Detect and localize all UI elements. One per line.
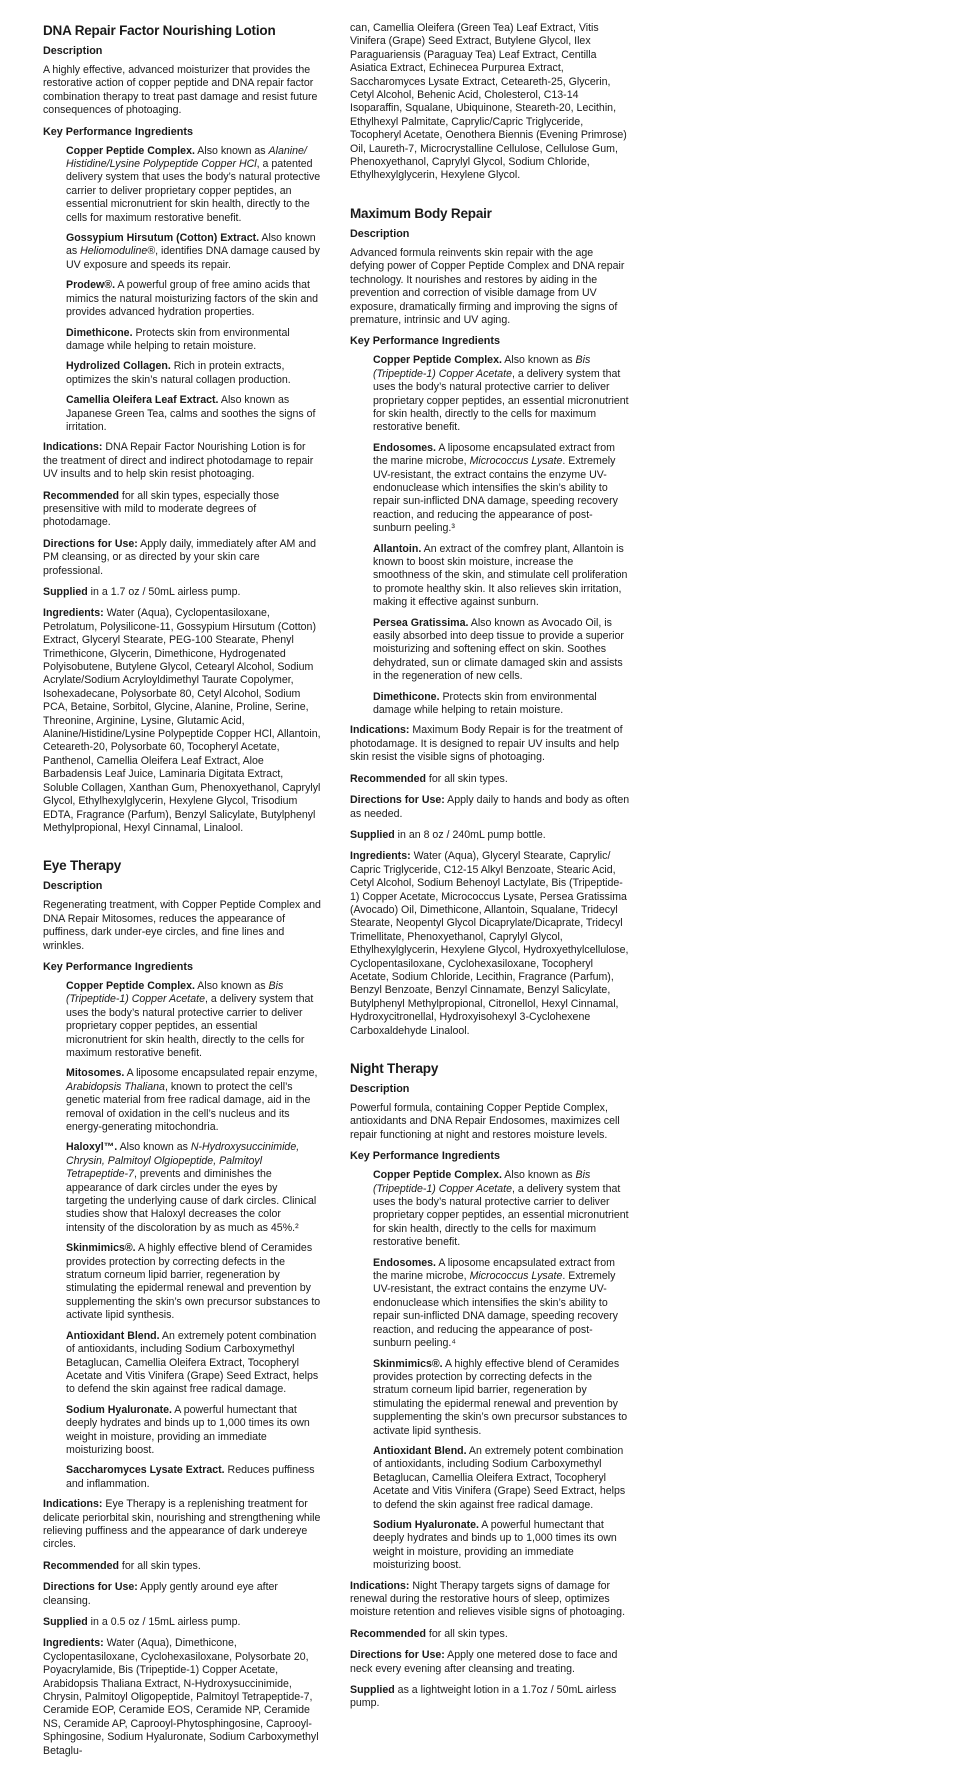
description-heading: Description bbox=[350, 227, 410, 240]
description-text: A highly effective, advanced moisturizer that provides the restorative action of copper peptide and DNA repair factor combination therapy to treat past damage and resist future consequences of photoaging. bbox=[43, 64, 318, 117]
ingredients-list: Ingredients: Water (Aqua), Dimethicone, Cyclopentasiloxane, Cyclohexasiloxane, Polysorbate 20, Poyacrylamide, Bis (Tripeptide-1) Copper Acetate, Arabidopsis Thaliana Extract, N-Hydroxysuccinimide, Chrysin, Palmitoyl Oligopeptide, Palmitoyl Tetrapeptide-7, Ceramide EOP, Ceramide EOS, Ceramide NP, Ceramide NS, Ceramide AP, Caprooyl-Phytosphingosine, Caprooyl-Sphingosine, Sodium Hyaluronate, Sodium Carboxymethyl Betaglu- bbox=[43, 1637, 319, 1757]
ingredient-item: Saccharomyces Lysate Extract. Reduces puffiness and inflammation. bbox=[66, 1464, 315, 1490]
recommended: Recommended for all skin types. bbox=[43, 1559, 201, 1572]
ingredient-item: Copper Peptide Complex. Also known as Bis (Tripeptide-1) Copper Acetate, a delivery system that uses the body’s natural protective carrier to deliver proprietary copper peptides, an essential micronutrient for skin health, directly to the cells for maximum restorative benefit. bbox=[66, 979, 314, 1059]
indications: Indications: Night Therapy targets signs of damage for renewal during the restorative hours of sleep, optimizes moisture retention and relieves visible signs of photoaging. bbox=[350, 1579, 626, 1619]
recommended: Recommended for all skin types. bbox=[350, 772, 508, 785]
description-text: Advanced formula reinvents skin repair with the age defying power of Copper Peptide Complex and DNA repair technology. It nourishes and restores by aiding in the prevention and correction of visible damage from UV exposure, dramatically firming and improving the signs of premature, intrinsic and UV aging. bbox=[350, 246, 625, 326]
ingredient-item: Allantoin. An extract of the comfrey plant, Allantoin is known to boost skin moisture, increase the smoothness of the skin, and stimulate cell proliferation to promote healthy skin. It also relieves skin irritation, making it effective against sunburn. bbox=[373, 542, 628, 609]
ingredient-item: Skinmimics®. A highly effective blend of Ceramides provides protection by correcting defects in the stratum corneum lipid barrier, regeneration by stimulating the epidermal renewal and prevention by supplementing the skin’s own precursor substances to activate lipid synthesis. bbox=[66, 1242, 321, 1322]
product-title: Eye Therapy bbox=[43, 858, 122, 874]
directions: Directions for Use: Apply daily to hands and body as often as needed. bbox=[350, 794, 630, 820]
right-column bbox=[350, 22, 630, 1719]
product-title: DNA Repair Factor Nourishing Lotion bbox=[43, 23, 276, 38]
supplied: Supplied as a lightweight lotion in a 1.7oz / 50mL airless pump. bbox=[350, 1684, 617, 1710]
directions: Directions for Use: Apply one metered dose to face and neck every evening after cleansing and treating. bbox=[350, 1649, 618, 1675]
directions: Directions for Use: Apply daily, immediately after AM and PM cleansing, or as directed by your skin care professional. bbox=[43, 537, 316, 577]
product-dna-repair-lotion bbox=[43, 22, 321, 835]
directions: Directions for Use: Apply gently around eye after cleansing. bbox=[43, 1581, 278, 1607]
description-heading: Description bbox=[43, 880, 103, 893]
ingredient-item: Antioxidant Blend. An extremely potent combination of antioxidants, including Sodium Carboxymethyl Betaglucan, Camellia Oleifera Extract, Tocopheryl Acetate and Vitis Vinifera (Grape) Seed Extract, helps to defend the skin against free radical damage. bbox=[66, 1329, 319, 1396]
supplied: Supplied in an 8 oz / 240mL pump bottle. bbox=[350, 828, 546, 841]
ingredient-item: Mitosomes. A liposome encapsulated repair enzyme, Arabidopsis Thaliana, known to protect the cell’s genetic material from free radical damage, aid in the removal of oxidation in the cell’s nucleus and its energy-generating mitochondria. bbox=[66, 1067, 318, 1133]
left-column bbox=[43, 22, 321, 1766]
ingredient-item: Antioxidant Blend. An extremely potent combination of antioxidants, including Sodium Carboxymethyl Betaglucan, Camellia Oleifera Extract, Tocopheryl Acetate and Vitis Vinifera (Grape) Seed Extract, helps to defend the skin against free radical damage. bbox=[373, 1444, 626, 1511]
product-eye-therapy bbox=[43, 857, 321, 1758]
ingredient-item: Copper Peptide Complex. Also known as Bis (Tripeptide-1) Copper Acetate, a delivery system that uses the body’s natural protective carrier to deliver proprietary copper peptides, an essential micronutrient for skin health, directly to the cells for maximum restorative benefit. bbox=[373, 1169, 629, 1249]
ingredients-continuation: can, Camellia Oleifera (Green Tea) Leaf Extract, Vitis Vinifera (Grape) Seed Extract, Butylene Glycol, Ilex Paraguariensis (Paraguay Tea) Leaf Extract, Centilla Asiatica Extract, Echinecea Purpurea Extract, Saccharomyces Lysate Extract, Ceteareth-25, Glycerin, Cetyl Alcohol, Behenic Acid, Cholesterol, C13-14 Isoparaffin, Squalane, Ubiquinone, Steareth-20, Lecithin, Ethylhexyl Palmitate, Caprylic/Capric Triglyceride, Tocopheryl Acetate, Oenothera Biennis (Evening Primrose) Oil, Laureth-7, Microcrystalline Cellulose, Cellulose Gum, Phenoxyethanol, Caprylyl Glycol, Sodium Chloride, Ethylhexylglycerin, Hexylene Glycol. bbox=[350, 22, 627, 182]
product-night-therapy bbox=[350, 1060, 630, 1711]
ingredient-item: Prodew®. A powerful group of free amino acids that mimics the natural moisturizing factors of the skin and provides advanced hydration properties. bbox=[66, 279, 318, 319]
kpi-heading: Key Performance Ingredients bbox=[43, 125, 194, 138]
ingredient-item: Copper Peptide Complex. Also known as Bis (Tripeptide-1) Copper Acetate, a delivery system that uses the body’s natural protective carrier to deliver proprietary copper peptides, an essential micronutrient for skin health, directly to the cells for maximum restorative benefit. bbox=[373, 354, 629, 434]
kpi-heading: Key Performance Ingredients bbox=[350, 1150, 501, 1163]
indications: Indications: DNA Repair Factor Nourishing Lotion is for the treatment of direct and indirect photodamage to repair UV insults and to help skin resist photoaging. bbox=[43, 441, 314, 481]
product-title: Night Therapy bbox=[350, 1061, 439, 1076]
description-heading: Description bbox=[350, 1083, 410, 1095]
ingredient-item: Haloxyl™. Also known as N-Hydroxysuccinimide, Chrysin, Palmitoyl Olgiopeptide, Palmitoyl Tetrapeptide-7, prevents and diminishes the appearance of dark circles under the eyes by targeting the underlying cause of dark circles. Clinical studies show that Haloxyl decreases the color intensity of the discoloration by as much as 45%.² bbox=[66, 1141, 317, 1234]
product-title: Maximum Body Repair bbox=[350, 205, 492, 221]
ingredient-item: Copper Peptide Complex. Also known as Alanine/ Histidine/Lysine Polypeptide Copper HCl, a patented delivery system that uses the body’s natural protective carrier to deliver proprietary copper peptides, an essential micronutrient for skin health, directly to the cells for maximum restorative benefit. bbox=[66, 144, 321, 224]
ingredient-item: Gossypium Hirsutum (Cotton) Extract. Also known as Heliomoduline®, identifies DNA damage caused by UV exposure and speeds its repair. bbox=[66, 232, 320, 271]
description-text: Powerful formula, containing Copper Peptide Complex, antioxidants and DNA Repair Endosomes, maximizes cell repair functioning at night and restores moisture levels. bbox=[350, 1102, 620, 1141]
supplied: Supplied in a 0.5 oz / 15mL airless pump. bbox=[43, 1616, 241, 1628]
ingredient-item: Persea Gratissima. Also known as Avocado Oil, is easily absorbed into deep tissue to provide a superior moisturizing and softening effect on skin. Soothes dehydrated, sun or climate damaged skin and assists in the regeneration of new cells. bbox=[373, 616, 624, 683]
ingredient-item: Dimethicone. Protects skin from environmental damage while helping to retain moisture. bbox=[66, 326, 290, 352]
product-maximum-body-repair bbox=[350, 205, 630, 1038]
kpi-heading: Key Performance Ingredients bbox=[350, 335, 501, 348]
kpi-heading: Key Performance Ingredients bbox=[43, 960, 194, 973]
supplied: Supplied in a 1.7 oz / 50mL airless pump. bbox=[43, 586, 241, 598]
ingredients-list: Ingredients: Water (Aqua), Cyclopentasiloxane, Petrolatum, Polysilicone-11, Gossypium Hirsutum (Cotton) Extract, Glyceryl Stearate, PEG-100 Stearate, Phenyl Trimethicone, Glycerin, Dimethicone, Hydrogenated Polyisobutene, Butylene Glycol, Cetearyl Alcohol, Sodium Acrylate/Sodium Acryloyldimethyl Taurate Copolymer, Isohexadecane, Polysorbate 80, Cetyl Alcohol, Sodium PCA, Betaine, Sorbitol, Glycine, Alanine, Proline, Serine, Threonine, Arginine, Lysine, Glutamic Acid, Alanine/Histidine/Lysine Polypeptide Copper HCl, Allantoin, Ceteareth-20, Polysorbate 60, Tocopheryl Acetate, Panthenol, Camellia Oleifera Leaf Extract, Aloe Barbadensis Leaf Juice, Laminaria Digitata Extract, Soluble Collagen, Xanthan Gum, Phenoxyethanol, Caprylyl Glycol, Ethylhexylglycerin, Hexylene Glycol, Trisodium EDTA, Fragrance (Parfum), Benzyl Salicylate, Butylphenyl Methylpropional, Hexyl Cinnamal, Linalool. bbox=[43, 607, 321, 834]
ingredient-item: Hydrolized Collagen. Rich in protein extracts, optimizes the skin’s natural collagen production. bbox=[66, 360, 291, 386]
ingredient-item: Endosomes. A liposome encapsulated extract from the marine microbe, Micrococcus Lysate. Extremely UV-resistant, the extract contains the enzyme UV-endonuclease which intensifies the skin’s ability to repair sun-inflicted DNA damage, speeding recovery reaction, and reducing the appearance of post-sunburn peeling.⁴ bbox=[373, 1256, 618, 1350]
recommended: Recommended for all skin types. bbox=[350, 1627, 508, 1640]
ingredient-item: Sodium Hyaluronate. A powerful humectant that deeply hydrates and binds up to 1,000 times its own weight in moisture, providing an immediate moisturizing boost. bbox=[66, 1403, 310, 1456]
ingredient-item: Sodium Hyaluronate. A powerful humectant that deeply hydrates and binds up to 1,000 times its own weight in moisture, providing an immediate moisturizing boost. bbox=[373, 1518, 617, 1572]
ingredient-item: Camellia Oleifera Leaf Extract. Also known as Japanese Green Tea, calms and soothes the signs of irritation. bbox=[66, 394, 316, 433]
ingredients-list: Ingredients: Water (Aqua), Glyceryl Stearate, Caprylic/ Capric Triglyceride, C12-15 Alkyl Benzoate, Stearic Acid, Cetyl Alcohol, Sodium Behenoyl Lactylate, Bis (Tripeptide-1) Copper Acetate, Micrococcus Lysate, Persea Gratissima (Avocado) Oil, Dimethicone, Allantoin, Squalane, Tridecyl Stearate, Neopentyl Glycol Dicaprylate/Dicaprate, Tridecyl Trimellitate, Phenoxyethanol, Caprylyl Glycol, Ethylhexylglycerin, Hexylene Glycol, Hydroxyethylcellulose, Cyclopentasiloxane, Cyclohexasiloxane, Tocopheryl Acetate, Sodium Chloride, Lecithin, Fragrance (Parfum), Benzyl Benzoate, Benzyl Cinnamate, Benzyl Salicylate, Butylphenyl Methylpropional, Citronellol, Hexyl Cinnamal, Hydroxycitronellal, Hydroxyisohexyl 3-Cyclohexene Carboxaldehyde Linalool. bbox=[350, 850, 629, 1037]
description-heading: Description bbox=[43, 45, 103, 57]
ingredient-item: Dimethicone. Protects skin from environmental damage while helping to retain moisture. bbox=[373, 690, 597, 717]
indications: Indications: Eye Therapy is a replenishing treatment for delicate periorbital skin, nourishing and strengthening while relieving puffiness and the appearance of dark undereye circles. bbox=[43, 1498, 321, 1551]
ingredient-item: Endosomes. A liposome encapsulated extract from the marine microbe, Micrococcus Lysate. Extremely UV-resistant, the extract contains the enzyme UV-endonuclease which intensifies the skin’s ability to repair sun-inflicted DNA damage, speeding recovery reaction, and reducing the appearance of post-sunburn peeling.³ bbox=[373, 441, 618, 535]
description-text: Regenerating treatment, with Copper Peptide Complex and DNA Repair Mitosomes, reduces the appearance of puffiness, dark under-eye circles, and fine lines and wrinkles. bbox=[43, 899, 321, 952]
indications: Indications: Maximum Body Repair is for the treatment of photodamage. It is designed to repair UV insults and help skin resist the visible signs of photoaging. bbox=[350, 724, 623, 764]
ingredient-item: Skinmimics®. A highly effective blend of Ceramides provides protection by correcting defects in the stratum corneum lipid barrier, regeneration by stimulating the epidermal renewal and prevention by supplementing the skin’s own precursor substances to activate lipid synthesis. bbox=[373, 1357, 628, 1437]
recommended: Recommended for all skin types, especially those presensitive with mild to moderate degrees of photodamage. bbox=[43, 489, 280, 529]
